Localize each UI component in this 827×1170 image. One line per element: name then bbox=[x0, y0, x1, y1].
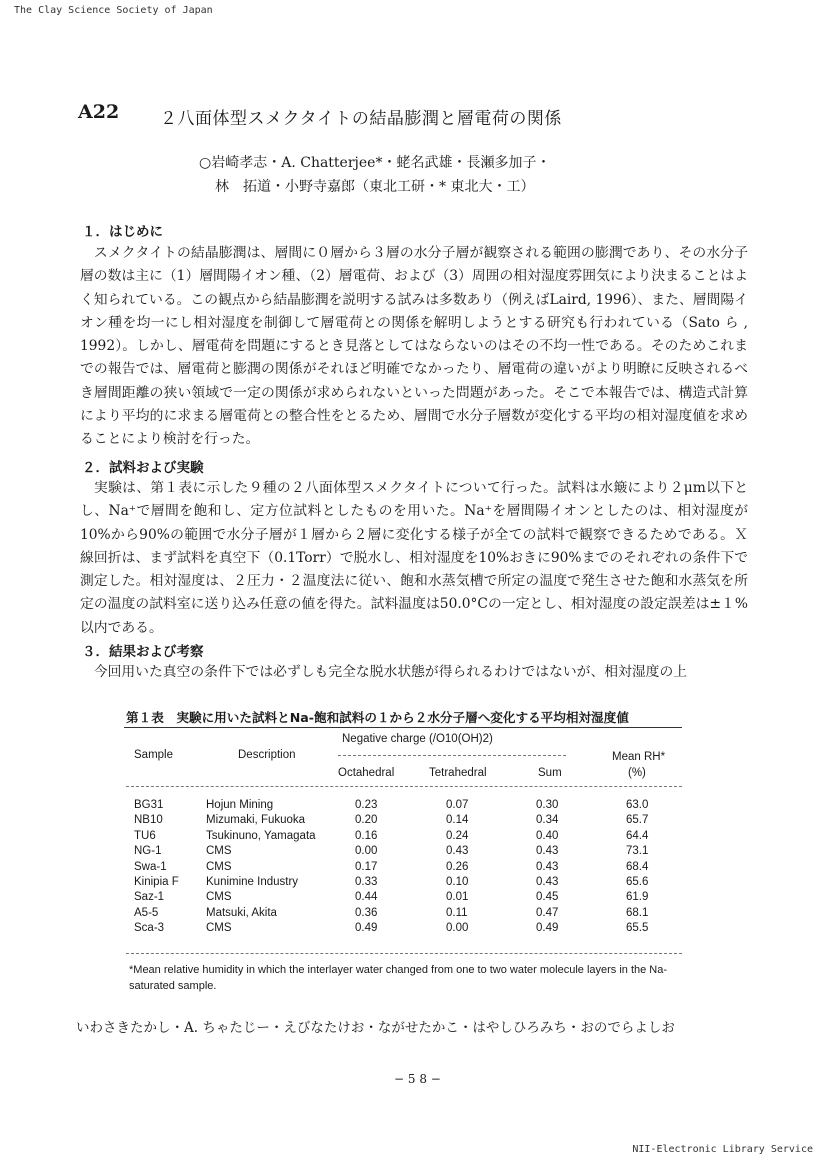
table-cell-tetrahedral: 0.10 bbox=[446, 876, 469, 889]
table-header-rule bbox=[126, 786, 682, 787]
site-footer: NII-Electronic Library Service bbox=[632, 1144, 813, 1155]
table-caption: 第１表 実験に用いた試料とNa-飽和試料の１から２水分子層へ変化する平均相対湿度値 bbox=[126, 710, 629, 725]
paper-title: ２八面体型スメクタイトの結晶膨潤と層電荷の関係 bbox=[160, 109, 562, 129]
table-cell-sum: 0.34 bbox=[536, 814, 559, 827]
table-cell-tetrahedral: 0.11 bbox=[446, 906, 468, 919]
table-column-sample bbox=[134, 798, 179, 937]
section-body-intro: スメクタイトの結晶膨潤は、層間に０層から３層の水分子層が観察される範囲の膨潤であり、その水分子層の数は主に（1）層間陽イオン種、（2）層電荷、および（3）周囲の相対湿度雰囲気により決まることはよく知られている。この観点から結晶膨潤を説明する試みは多数あり（例えばLaird, 1996）、また、層間陽イオン種を均一にし相対湿度を制御して層電荷との関係を解明しようとする研究も行われている（Sato ら , 1992）。しかし、層電荷を問題にするとき見落としてはならないのはその不均一性である。そのためこれまでの報告では、層電荷と膨潤の関係がそれほど明確でなかったり、層電荷の違いがより明瞭に反映されるべき層間距離の狭い領域で一定の関係が求められないといった問題があった。そこで本報告では、構造式計算により平均的に求まる層電荷との整合性をとるため、層間で水分子層数が変化する平均の相対湿度値を求めることにより検討を行った。 bbox=[80, 245, 748, 448]
table-cell-octahedral: 0.00 bbox=[355, 845, 378, 858]
table-column-octahedral bbox=[355, 798, 377, 937]
table-cell-sample: NB10 bbox=[134, 814, 163, 827]
table-header-sum: Sum bbox=[538, 767, 562, 779]
table-cell-sample: TU6 bbox=[134, 829, 156, 842]
table-cell-description: Matsuki, Akita bbox=[206, 906, 277, 919]
table-cell-sample: Sca-3 bbox=[134, 922, 165, 935]
table-cell-tetrahedral: 0.00 bbox=[446, 922, 469, 935]
table-cell-octahedral: 0.33 bbox=[355, 876, 378, 889]
table-cell-octahedral: 0.36 bbox=[355, 906, 378, 919]
table-cell-tetrahedral: 0.07 bbox=[446, 799, 469, 811]
table-cell-sum: 0.49 bbox=[536, 922, 559, 935]
table-cell-tetrahedral: 0.24 bbox=[446, 829, 469, 842]
table-cell-tetrahedral: 0.14 bbox=[446, 814, 469, 827]
table-column-mean-rh bbox=[626, 798, 648, 937]
table-header-charge-rule bbox=[338, 755, 566, 756]
table-cell-description: Tsukinuno, Yamagata bbox=[206, 829, 316, 842]
table-cell-sum: 0.43 bbox=[536, 860, 559, 873]
table-cell-sample: Swa-1 bbox=[134, 860, 167, 873]
table-cell-sum: 0.47 bbox=[536, 906, 559, 919]
table-cell-description: CMS bbox=[206, 845, 232, 858]
table-cell-octahedral: 0.20 bbox=[355, 814, 378, 827]
table-cell-sample: NG-1 bbox=[134, 845, 162, 858]
section-heading-intro: １．はじめに bbox=[82, 224, 163, 240]
table-cell-description: Kunimine Industry bbox=[206, 876, 299, 889]
table-cell-mean-rh: 65.6 bbox=[626, 876, 649, 889]
table-bottom-rule bbox=[126, 953, 682, 954]
table-header-sample: Sample bbox=[134, 749, 173, 761]
table-cell-mean-rh: 68.4 bbox=[626, 860, 649, 873]
table-cell-description: CMS bbox=[206, 891, 232, 904]
table-cell-tetrahedral: 0.01 bbox=[446, 891, 469, 904]
table-cell-tetrahedral: 0.43 bbox=[446, 845, 469, 858]
table-cell-sample: BG31 bbox=[134, 799, 164, 811]
table-cell-mean-rh: 61.9 bbox=[626, 891, 649, 904]
table-cell-mean-rh: 65.5 bbox=[626, 922, 649, 935]
table-cell-sum: 0.43 bbox=[536, 876, 559, 889]
table-header-mean-rh-unit: (%) bbox=[628, 767, 646, 779]
table-cell-description: CMS bbox=[206, 860, 232, 873]
table-caption-rule bbox=[124, 727, 682, 728]
section-heading-methods: ２．試料および実験 bbox=[82, 460, 204, 476]
table-column-tetrahedral bbox=[446, 798, 468, 937]
author-reading-line: いわさきたかし・A. ちゃたじー・えびなたけお・ながせたかこ・はやしひろみち・おのでらよしお bbox=[76, 1020, 675, 1036]
page-number: − 5 8 − bbox=[394, 1072, 441, 1086]
table-cell-mean-rh: 65.7 bbox=[626, 814, 649, 827]
table-cell-tetrahedral: 0.26 bbox=[446, 860, 469, 873]
table-cell-sum: 0.40 bbox=[536, 829, 559, 842]
table-cell-octahedral: 0.49 bbox=[355, 922, 378, 935]
section-body-results: 今回用いた真空の条件下では必ずしも完全な脱水状態が得られるわけではないが、相対湿度の上 bbox=[80, 664, 688, 680]
table-cell-mean-rh: 68.1 bbox=[626, 906, 649, 919]
table-cell-sum: 0.30 bbox=[536, 799, 559, 811]
site-header: The Clay Science Society of Japan bbox=[14, 5, 213, 16]
table-cell-sum: 0.43 bbox=[536, 845, 559, 858]
section-body-methods: 実験は、第１表に示した９種の２八面体型スメクタイトについて行った。試料は水簸により２μm以下とし、Na⁺で層間を飽和し、定方位試料としたものを用いた。Na⁺を層間陽イオンとしたのは、相対湿度が10%から90%の範囲で水分子層が１層から２層に変化する様子が全ての試料で観察できるためである。Ｘ線回折は、まず試料を真空下（0.1Torr）で脱水し、相対湿度を10%おきに90%までのそれぞれの条件下で測定した。相対湿度は、２圧力・２温度法に従い、飽和水蒸気槽で所定の温度で発生させた飽和水蒸気を所定の温度の試料室に送り込み任意の値を得た。試料温度は50.0°Cの一定とし、相対湿度の設定誤差は±１%以内である。 bbox=[80, 480, 748, 636]
table-cell-sample: A5-5 bbox=[134, 906, 159, 919]
table-cell-sum: 0.45 bbox=[536, 891, 559, 904]
table-footnote: *Mean relative humidity in which the interlayer water changed from one to two water molecule layers in the Na-saturated sample. bbox=[129, 964, 668, 992]
authors-line-2: 林 拓道・小野寺嘉郎（東北工研・* 東北大・工） bbox=[215, 179, 535, 195]
table-cell-description: Hojun Mining bbox=[206, 799, 274, 811]
table-cell-description: CMS bbox=[206, 922, 232, 935]
table-header-octahedral: Octahedral bbox=[338, 767, 395, 779]
section-heading-results: ３．結果および考察 bbox=[82, 644, 204, 660]
authors-line-1: ○岩崎孝志・A. Chatterjee*・蛯名武雄・長瀬多加子・ bbox=[199, 155, 551, 171]
table-column-description bbox=[206, 798, 316, 937]
table-cell-sample: Saz-1 bbox=[134, 891, 165, 904]
table-header-tetrahedral: Tetrahedral bbox=[429, 767, 487, 779]
table-header-description: Description bbox=[238, 749, 296, 761]
table-cell-mean-rh: 63.0 bbox=[626, 799, 649, 811]
table-cell-description: Mizumaki, Fukuoka bbox=[206, 814, 306, 827]
abstract-id: A22 bbox=[78, 101, 120, 123]
table-header-mean-rh: Mean RH* bbox=[612, 751, 666, 763]
table-header-negative-charge: Negative charge (/O10(OH)2) bbox=[342, 733, 493, 745]
table-cell-mean-rh: 64.4 bbox=[626, 829, 649, 842]
table-cell-octahedral: 0.23 bbox=[355, 799, 378, 811]
table-cell-octahedral: 0.16 bbox=[355, 829, 378, 842]
table-cell-mean-rh: 73.1 bbox=[626, 845, 649, 858]
table-column-sum bbox=[536, 798, 558, 937]
table-cell-octahedral: 0.44 bbox=[355, 891, 378, 904]
table-cell-sample: Kinipia F bbox=[134, 876, 179, 889]
table-cell-octahedral: 0.17 bbox=[355, 860, 378, 873]
